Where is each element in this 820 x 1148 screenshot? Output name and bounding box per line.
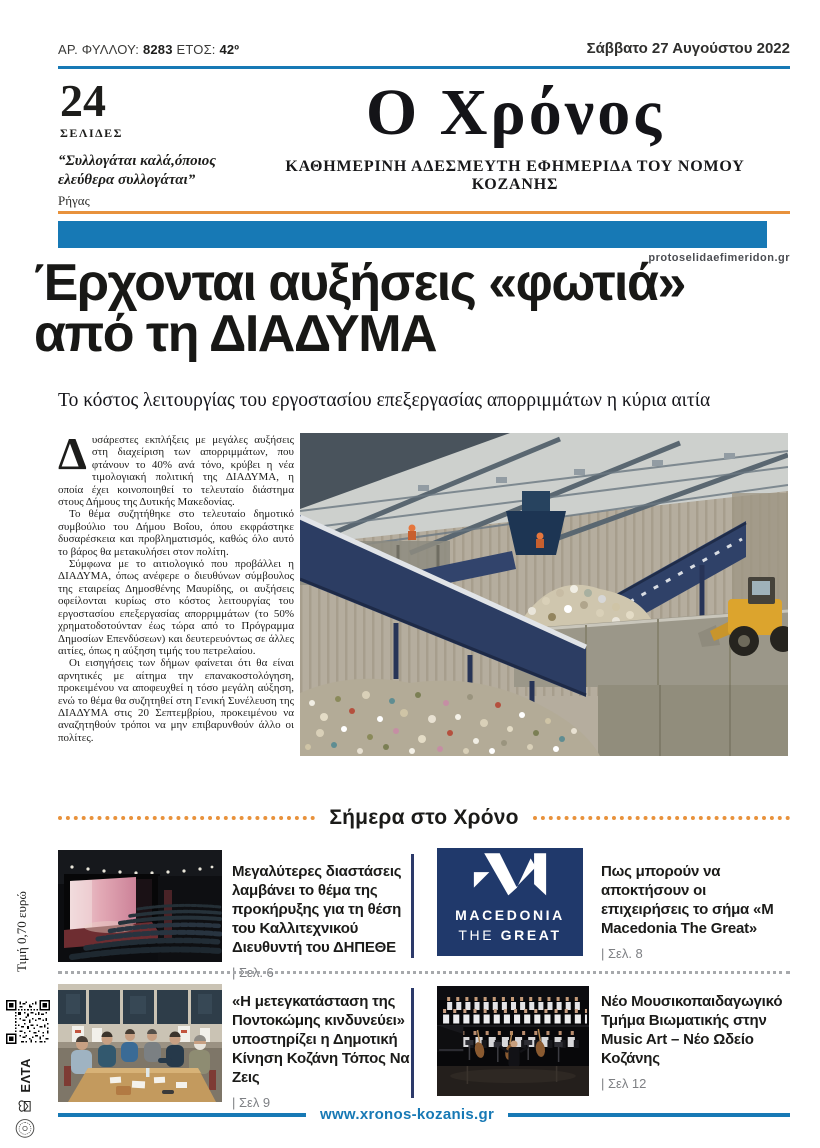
newspaper-title: Ο Χρόνος <box>365 76 665 149</box>
article-paragraph: Σύμφωνα με το αιτιολογικό που προβάλλει η ΔΙΑΔΥΜΑ, όπως ανέφερε ο διευθύνων σύμβουλος της εταιρείας Δημοσθένης Μαυρίδης, οι αυξήσεις οφείλονται κυρίως στο κόστος λειτουργίας του εργοστασίου επεξεργασίας απορριμμάτων (το 50% χρηματοδοτούνταν έως τώρα από το Πρόγραμμα Δημοσίων Επενδύσεων) και δευτερευόντως σε άλλες αιτίες, όπως η αύξηση τιμής του πετρελαίου. <box>58 558 294 657</box>
orange-dotted-line-right <box>533 816 790 820</box>
lead-deck: Το κόστος λειτουργίας του εργοστασίου επεξεργασίας απορριμμάτων η κύρια αιτία <box>58 390 711 411</box>
photo-orchestra-concert <box>437 986 589 1096</box>
website-url[interactable]: www.xronos-kozanis.gr <box>320 1106 495 1123</box>
news-item-dipethe <box>232 862 410 980</box>
page-ref: | Σελ 9 <box>232 1095 271 1111</box>
year-label: ΕΤΟΣ: <box>172 42 220 57</box>
dotted-separator <box>58 971 790 974</box>
elta-post-logo <box>2 1058 48 1138</box>
news-item-pontokomi <box>232 992 412 1110</box>
elta-wordmark: ΕΛΤΑ <box>17 1058 33 1093</box>
watermark-url[interactable]: protoselidaefimeridon.gr <box>648 252 790 264</box>
edition-date: Σάββατο 27 Αυγούστου 2022 <box>586 40 790 57</box>
lead-headline-line1: Έρχονται αυξήσεις «φωτιά» <box>34 254 685 312</box>
motto-line-2: ελεύθερα συλλογάται” <box>58 171 196 188</box>
news-headline: Μεγαλύτερες διαστάσεις λαμβάνει το θέμα της προκήρυξης για τη θέση του Καλλιτεχνικού Διευθυντή του ΔΗΠΕΘΕ <box>232 863 402 957</box>
blue-banner-bar <box>58 221 767 248</box>
issue-info <box>58 42 239 57</box>
qr-code-icon <box>6 1000 50 1044</box>
news-headline: Νέο Μουσικοπαιδαγωγικό Τμήμα Βιωματικής στην Music Art – Νέο Ωδείο Κοζάνης <box>601 993 783 1068</box>
lead-headline <box>34 254 808 363</box>
today-section-header <box>58 806 790 830</box>
macedonia-wordmark: MACEDONIA <box>455 907 565 923</box>
column-divider <box>411 988 414 1098</box>
top-rule <box>58 66 790 69</box>
footer <box>58 1106 790 1123</box>
masthead-motto <box>58 152 216 209</box>
masthead-title-block <box>240 76 790 194</box>
news-headline: Πως μπορούν να αποκτήσουν οι επιχειρήσεις το σήμα «M Macedonia The Great» <box>601 863 774 938</box>
pages-count: 24 <box>60 75 106 126</box>
news-item-macedonia-sima <box>601 862 791 961</box>
news-headline: «Η μετεγκατάσταση της Ποντοκώμης κινδυνεύει» υποστηρίζει η Δημοτική Κίνηση Κοζάνη Τόπος Να Ζεις <box>232 993 410 1087</box>
price-label: Τιμή 0,70 ευρώ <box>14 891 29 972</box>
photo-theater-auditorium <box>58 850 222 962</box>
page-ref: | Σελ. 6 <box>232 965 274 981</box>
issue-label: ΑΡ. ΦΥΛΛΟΥ: <box>58 42 143 57</box>
issue-number: 8283 <box>142 42 173 57</box>
elta-stamp-icon <box>12 1119 38 1138</box>
photo-meeting-pontokomi <box>58 984 222 1102</box>
motto-author: Ρήγας <box>58 192 90 208</box>
page-ref: | Σελ. 8 <box>601 946 643 962</box>
the-great-wordmark: THE GREAT <box>458 927 562 944</box>
macedonia-m-icon <box>467 853 553 905</box>
article-paragraph: Οι εισηγήσεις των δήμων φαίνεται ότι θα είναι αρνητικές με αίτημα την επανακοστολόγηση, προκειμένου να αποφευχθεί η τόσο μεγάλη αύξηση, ενώ το θέμα θα συζητηθεί στη Γενική Συνέλευση της ΔΙΑΔΥΜΑ στις 20 Σεπτεμβρίου, προκειμένου να αναζητηθούν τρόποι να μην επιβαρυνθούν άλλο οι πολίτες. <box>58 657 294 744</box>
column-divider <box>411 854 414 958</box>
envelope-hand-icon <box>15 1098 35 1114</box>
article-paragraph: Το θέμα συζητήθηκε στο τελευταίο δημοτικό συμβούλιο του Δήμου Βοΐου, όπου εκφράστηκε δυσαρέσκεια και προβληματισμός, καθώς όλο αυτό το βάρος θα μετακυλήσει στον πολίτη. <box>58 508 294 558</box>
logo-macedonia-the-great <box>437 848 583 956</box>
year-value: 42º <box>219 42 240 57</box>
orange-dotted-line-left <box>58 816 315 820</box>
today-section-title: Σήμερα στο Χρόνο <box>329 806 519 829</box>
footer-rule-right <box>508 1113 790 1117</box>
orange-rule <box>58 211 790 214</box>
page-ref: | Σελ 12 <box>601 1076 647 1092</box>
newspaper-subtitle: ΚΑΘΗΜΕΡΙΝΗ ΑΔΕΣΜΕΥΤΗ ΕΦΗΜΕΡΙΔΑ ΤΟΥ ΝΟΜΟΥ ΚΟΖΑΝΗΣ <box>285 158 745 193</box>
news-item-music-art <box>601 992 797 1091</box>
footer-rule-left <box>58 1113 306 1117</box>
pages-label: ΣΕΛΙΔΕΣ <box>60 126 123 140</box>
lead-photo-waste-plant <box>300 433 788 756</box>
article-paragraph: Δυσάρεστες εκπλήξεις με μεγάλες αυξήσεις στη διαχείριση των απορριμμάτων, που φτάνουν το 40% ανά τόνο, κρύβει η νέα τιμολογιακή πολιτική της ΔΙΑΔΥΜΑ, η οποία έχει κοινοποιηθεί το τελευταίο διάστημα στους Δήμους της Δυτικής Μακεδονίας. <box>58 428 294 509</box>
lead-article-body <box>58 428 294 744</box>
lead-headline-line2: από τη ΔΙΑΔΥΜΑ <box>34 304 437 363</box>
motto-line-1: “Συλλογάται καλά,όποιος <box>58 153 216 169</box>
drop-cap: Δ <box>58 428 87 479</box>
